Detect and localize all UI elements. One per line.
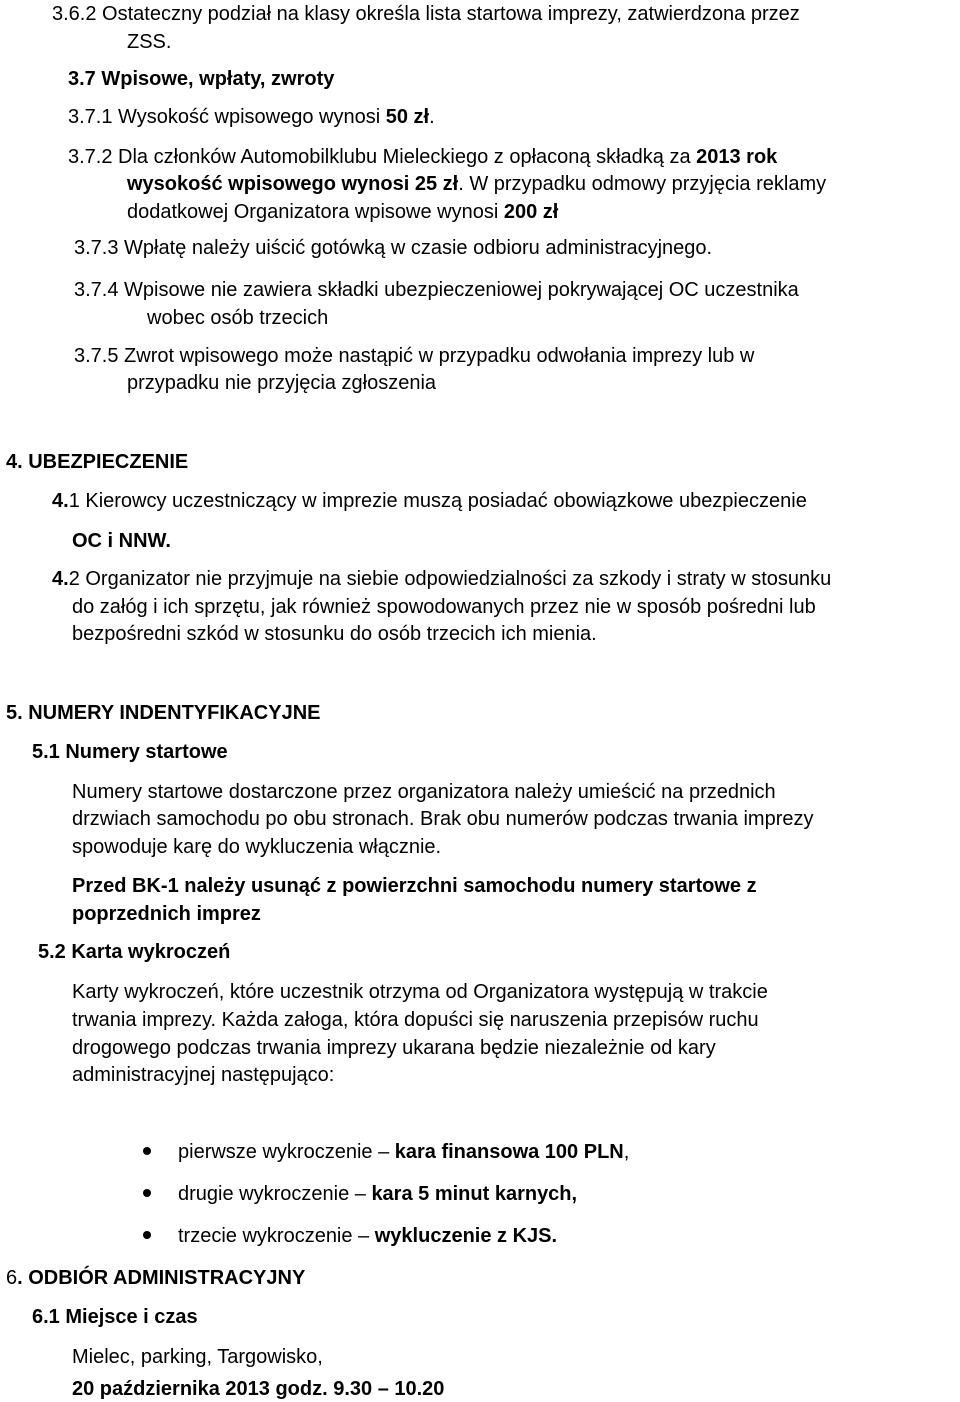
rule-3-7-2-text-2: . W przypadku odmowy przyjęcia reklamy [458, 173, 827, 195]
rule-4-2-text: 2 Organizator nie przyjmuje na siebie odpowiedzialności za szkody i straty w stosunku [68, 568, 832, 590]
rule-3-6-2-line-1: 3.6.2 Ostateczny podział na klasy określa lista startowa imprezy, zatwierdzona przez [52, 3, 800, 25]
penalty-item-2-penalty: kara 5 minut karnych, [371, 1183, 578, 1205]
rule-3-7-4-line-1: 3.7.4 Wpisowe nie zawiera składki ubezpieczeniowej pokrywającej OC uczestnika [74, 279, 799, 301]
rule-5-1-bold-line-1: Przed BK-1 należy usunąć z powierzchni samochodu numery startowe z [72, 875, 757, 897]
rule-5-2-line-1: Karty wykroczeń, które uczestnik otrzyma od Organizatora występują w trakcie [72, 981, 768, 1003]
bullet-icon [143, 1147, 151, 1155]
rule-3-7-5-line-1: 3.7.5 Zwrot wpisowego może nastąpić w przypadku odwołania imprezy lub w [74, 345, 755, 367]
section-6-1-heading: 6.1 Miejsce i czas [32, 1306, 198, 1328]
penalty-item-2-label: drugie wykroczenie – [178, 1183, 372, 1205]
penalty-item-1-penalty: kara finansowa 100 PLN [394, 1141, 624, 1163]
section-6-number: 6 [6, 1267, 18, 1289]
section-6-heading [6, 1266, 305, 1290]
penalty-item-1 [178, 1140, 629, 1164]
entry-fee-amount: 50 zł [385, 106, 430, 128]
rule-5-2-line-2: trwania imprezy. Każda załoga, która dopuści się naruszenia przepisów ruchu [72, 1009, 759, 1031]
rule-3-7-2-line-1 [68, 145, 777, 169]
rule-4-2-line-2: do załóg i ich sprzętu, jak również spowodowanych przez nie w sposób pośredni lub [72, 596, 816, 618]
pickup-location: Mielec, parking, Targowisko, [72, 1346, 323, 1368]
bullet-icon [143, 1231, 151, 1239]
section-3-7-heading: 3.7 Wpisowe, wpłaty, zwroty [68, 68, 335, 90]
section-5-2-heading: 5.2 Karta wykroczeń [38, 941, 231, 963]
rule-3-7-2-text-3: dodatkowej Organizatora wpisowe wynosi [127, 201, 504, 223]
rule-4-2-line-1 [52, 567, 831, 591]
bullet-icon [143, 1189, 151, 1197]
no-advert-entry-fee: 200 zł [503, 201, 559, 223]
rule-5-2-line-3: drogowego podczas trwania imprezy ukarana będzie niezależnie od kary [72, 1037, 716, 1059]
member-entry-fee: wysokość wpisowego wynosi 25 zł [127, 173, 459, 195]
rule-4-1-text: 1 Kierowcy uczestniczący w imprezie muszą posiadać obowiązkowe ubezpieczenie [68, 490, 807, 512]
penalty-item-3-penalty: wykluczenie z KJS. [374, 1225, 558, 1247]
penalty-item-2 [178, 1182, 577, 1206]
rule-5-1-bold-line-2: poprzednich imprez [72, 903, 261, 925]
rule-3-7-2-line-3 [127, 200, 558, 224]
rule-4-1-line-2: OC i NNW. [72, 530, 171, 552]
penalty-item-3-label: trzecie wykroczenie – [178, 1225, 375, 1247]
membership-year: 2013 rok [696, 146, 778, 168]
rule-4-1-number: 4. [52, 490, 69, 512]
section-6-title: . ODBIÓR ADMINISTRACYJNY [17, 1267, 306, 1289]
rule-5-2-line-4: administracyjnej następująco: [72, 1064, 335, 1086]
penalty-item-1-label: pierwsze wykroczenie – [178, 1141, 395, 1163]
pickup-date-time: 20 października 2013 godz. 9.30 – 10.20 [72, 1378, 445, 1400]
rule-3-7-3: 3.7.3 Wpłatę należy uiścić gotówką w czasie odbioru administracyjnego. [74, 237, 713, 259]
section-5-1-heading: 5.1 Numery startowe [32, 741, 228, 763]
rule-5-1-line-1: Numery startowe dostarczone przez organizatora należy umieścić na przednich [72, 781, 776, 803]
rule-5-1-line-2: drzwiach samochodu po obu stronach. Brak obu numerów podczas trwania imprezy [72, 808, 814, 830]
rule-3-6-2-line-2: ZSS. [127, 31, 172, 53]
rule-3-7-1 [68, 105, 435, 129]
section-4-heading: 4. UBEZPIECZENIE [6, 451, 189, 473]
rule-3-7-4-line-2: wobec osób trzecich [147, 307, 329, 329]
penalty-item-1-suffix: , [623, 1141, 630, 1163]
rule-3-7-1-end: . [429, 106, 435, 128]
rule-4-2-number: 4. [52, 568, 69, 590]
rule-3-7-5-line-2: przypadku nie przyjęcia zgłoszenia [127, 372, 437, 394]
section-5-heading: 5. NUMERY INDENTYFIKACYJNE [6, 702, 321, 724]
rule-4-2-line-3: bezpośredni szkód w stosunku do osób trzecich ich mienia. [72, 623, 597, 645]
rule-5-1-line-3: spowoduje karę do wykluczenia włącznie. [72, 836, 442, 858]
rule-3-7-2-text: 3.7.2 Dla członków Automobilklubu Mieleckiego z opłaconą składką za [68, 146, 697, 168]
penalty-item-3 [178, 1224, 557, 1248]
rule-3-7-1-text: 3.7.1 Wysokość wpisowego wynosi [68, 106, 386, 128]
rule-4-1-line-1 [52, 489, 807, 513]
rule-3-7-2-line-2 [127, 172, 826, 196]
